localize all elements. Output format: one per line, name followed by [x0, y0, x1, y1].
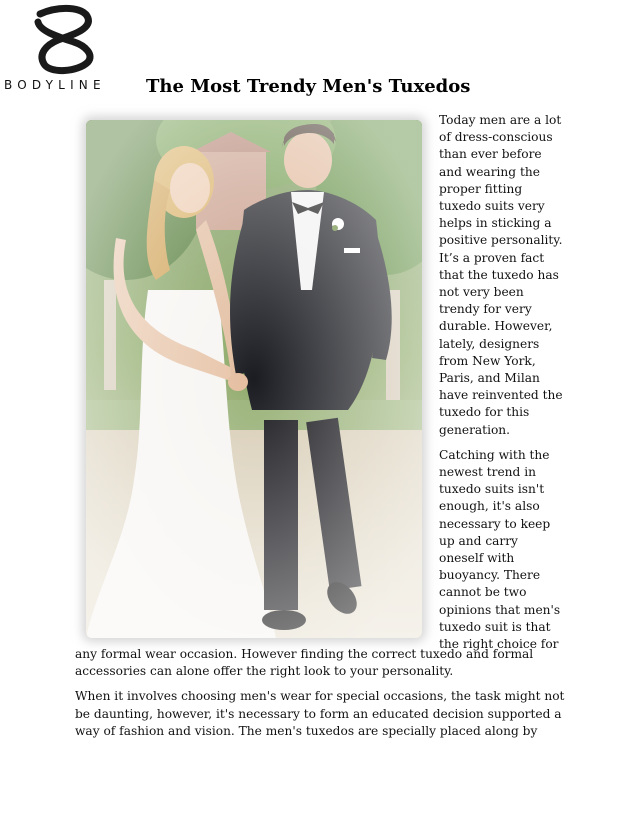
brand-wordmark: BODYLINE [4, 78, 106, 92]
side-paragraph-2: Catching with the newest trend in tuxedo suits isn't enough, it's also necessary to keep up and carry oneself with buoyancy. There cannot be two opinions that men's tuxedo suit is that the right choice for [439, 447, 561, 652]
bodyline-logo[interactable] [4, 4, 124, 96]
body-paragraph-2: When it involves choosing men's wear for special occasions, the task might not be daunting, however, it's necessary to form an educated decision supported a way of fashion and vision. The men's tuxedos are specially placed along by [75, 689, 565, 738]
side-text-column [439, 112, 565, 661]
couple-photo [86, 120, 422, 638]
bodyline-s-mark-icon [28, 4, 100, 76]
body-text [75, 646, 567, 748]
article-title: The Most Trendy Men's Tuxedos [146, 76, 471, 97]
body-paragraph-1: any formal wear occasion. However finding the correct tuxedo and formal accessories can alone offer the right look to your personality. [75, 647, 534, 679]
side-paragraph-1: Today men are a lot of dress-conscious than ever before and wearing the proper fitting tuxedo suits very helps in sticking a positive personality. It’s a proven fact that the tuxedo has not very been trendy for very durable. However, lately, designers from New York, Paris, and Milan have reinvented the tuxedo for this generation. [439, 113, 563, 437]
